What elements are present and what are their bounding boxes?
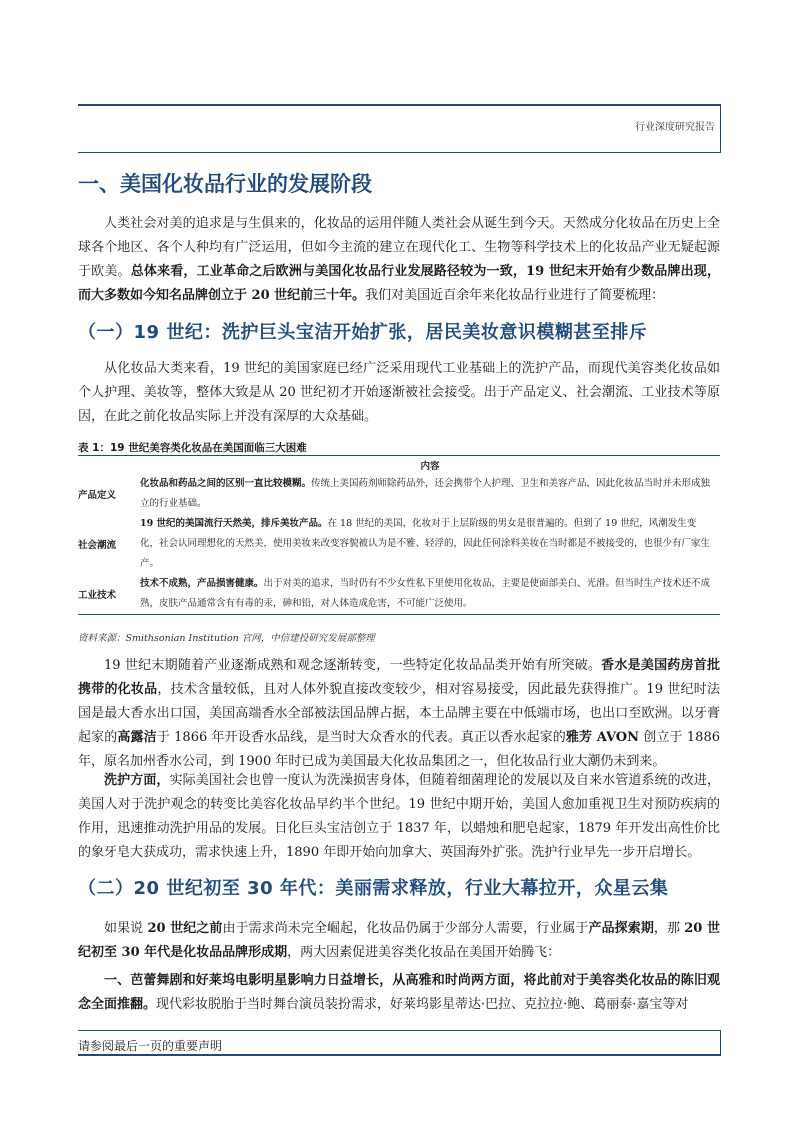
intro-text: 人类社会对美的追求是与生俱来的，化妆品的运用伴随人类社会从诞生到今天。天然成分化妆品在历史上全球各个地区、各个人种均有广泛运用，但如今主流的建立在现代化工、生物等科学技术上的化妆品产业无疑起源于欧美。: [78, 216, 720, 279]
perfume-text-3: 于 1866 年开设香水品线，是当时大众香水的代表。真正以香水起家的: [156, 730, 566, 745]
era20-text-2: 由于需求尚未完全崛起，化妆品仍属于少部分人需要，行业属于: [222, 921, 589, 936]
table-title: 表 1：19 世纪美容类化妆品在美国面临三大困难: [78, 442, 307, 454]
perfume-bold-colgate: 高露洁: [117, 730, 157, 745]
era20-text-3: ，那: [653, 921, 685, 936]
perfume-text-2: ，技术含量较低，且对人体外貌直接改变较少，相对容易接受，因此最先获得推广。19 世纪时法国是最大香水出口国，美国高端香水全部被法国品牌占据，本土品牌主要在中低端市场，也出口至欧洲。以牙膏起家的: [78, 682, 720, 745]
row-text: 在 18 世纪的美国，化妆对于上层阶级的男女是很普遍的。但到了 19 世纪，风潮发生变化，社会认同理想化的天然美，使用美妆来改变容貌被认为是不雅、轻浮的，因此任何涂料美妆在当时都是不被接受的，也很少有厂家生产。: [140, 518, 711, 569]
century19-paragraph: [78, 357, 720, 429]
perfume-text-1: 19 世纪末期随着产业逐渐成熟和观念逐渐转变，一些特定化妆品品类开始有所突破。: [104, 658, 602, 673]
footer-side-rule: [720, 1030, 721, 1054]
table-source: 资料来源：Smithsonian Institution 官网，中信建投研究发展部整理: [78, 633, 375, 644]
row-label: 社会潮流: [78, 540, 117, 551]
intro-text-end: 我们对美国近百余年来化妆品行业进行了简要梳理：: [365, 288, 665, 303]
intro-paragraph: [78, 212, 720, 308]
perfume-text-4: 创立于 1886 年，原名加州香水公司，到 1900 年时已成为美国最大化妆品集团之一，但化妆品行业大潮仍未到来。: [78, 730, 720, 769]
era20-bold-3: 20 世纪初至 30 年代是化妆品品牌形成期: [78, 921, 720, 960]
era20-text-1: 如果说: [104, 921, 148, 936]
row-label: 工业技术: [78, 574, 140, 615]
row-content: [140, 474, 720, 514]
washcare-bold: 洗护方面，: [104, 773, 170, 788]
era20-bold-2: 产品探索期: [588, 921, 654, 936]
era20-bold-1: 20 世纪之前: [147, 921, 223, 936]
table-row: [78, 474, 720, 514]
perfume-bold-avon: 雅芳 AVON: [565, 730, 640, 745]
table-header-content: 内容: [140, 456, 720, 475]
subsection-title-19th-century: （一）19 世纪：洗护巨头宝洁开始扩张，居民美妆意识模糊甚至排斥: [78, 322, 648, 343]
footer-top-rule: [78, 1030, 721, 1031]
era20-paragraph: [78, 917, 720, 965]
ballet-text: 现代彩妆脱胎于当时舞台演员装扮需求，好莱坞影星蒂达·巴拉、克拉拉·鲍、葛丽泰·嘉宝等对: [156, 997, 689, 1012]
intro-bold: 总体来看，工业革命之后欧洲与美国化妆品行业发展路径较为一致，19 世纪末开始有少数品牌出现，而大多数如今知名品牌创立于 20 世纪前三十年。: [78, 264, 720, 303]
header-bottom-rule: [78, 152, 721, 153]
row-label: 产品定义: [78, 490, 117, 501]
century19-text: 从化妆品大类来看，19 世纪的美国家庭已经广泛采用现代工业基础上的洗护产品，而现代美容类化妆品如个人护理、美妆等，整体大致是从 20 世纪初才开始逐渐被社会接受。出于产品定义、社会潮流、工业技术等原因，在此之前化妆品实际上并没有深厚的大众基础。: [78, 361, 720, 424]
difficulty-table: [78, 455, 720, 615]
perfume-paragraph: [78, 654, 720, 774]
row-bold: 19 世纪的美国流行天然美，排斥美妆产品。: [140, 518, 328, 529]
row-content: [140, 514, 720, 574]
report-type-label: 行业深度研究报告: [635, 122, 715, 133]
section-title: 一、美国化妆品行业的发展阶段: [78, 172, 372, 196]
washcare-paragraph: [78, 769, 720, 865]
era20-text-4: ，两大因素促进美容类化妆品在美国开始腾飞：: [287, 945, 561, 960]
ballet-paragraph: [78, 969, 720, 1017]
ballet-bold: 一、芭蕾舞剧和好莱坞电影明星影响力日益增长，从高雅和时尚两方面，将此前对于美容类化妆品的陈旧观念全面推翻。: [78, 973, 720, 1012]
perfume-bold-1: 香水是美国药房首批携带的化妆品: [78, 658, 720, 697]
row-text: 出于对美的追求，当时仍有不少女性私下里使用化妆品，主要是使面部美白、光滑。但当时生产技术还不成熟，皮肤产品通常含有有毒的汞，砷和铅，对人体造成危害，不可能广泛使用。: [140, 578, 711, 609]
table-header-blank: [78, 456, 140, 475]
header-rule: [78, 104, 720, 106]
row-bold: 技术不成熟，产品损害健康。: [140, 578, 264, 589]
row-bold: 化妆品和药品之间的区别一直比较模糊。: [140, 478, 312, 489]
disclaimer-note: 请参阅最后一页的重要声明: [78, 1039, 223, 1053]
header-side-rule: [720, 104, 721, 152]
row-text: 传统上美国药剂师除药品外，还会携带个人护理、卫生和美容产品，因此化妆品当时并未形成独立的行业基础。: [140, 478, 711, 509]
row-content: [140, 574, 720, 615]
table-row: [78, 574, 720, 615]
footer-bottom-rule: [78, 1054, 721, 1056]
table-row: [78, 514, 720, 574]
subsection-title-20th-century: （二）20 世纪初至 30 年代：美丽需求释放，行业大幕拉开，众星云集: [78, 878, 669, 899]
washcare-text: 实际美国社会也曾一度认为洗澡损害身体，但随着细菌理论的发展以及自来水管道系统的改进，美国人对于洗护观念的转变比美容化妆品早约半个世纪。19 世纪中期开始，美国人愈加重视卫生对预防疾病的作用，迅速推动洗护用品的发展。日化巨头宝洁创立于 1837 年，以蜡烛和肥皂起家，1879 年开发出高性价比的象牙皂大获成功，需求快速上升，1890 年即开始向加拿大、英国海外扩张。洗护行业早先一步开启增长。: [78, 773, 720, 860]
